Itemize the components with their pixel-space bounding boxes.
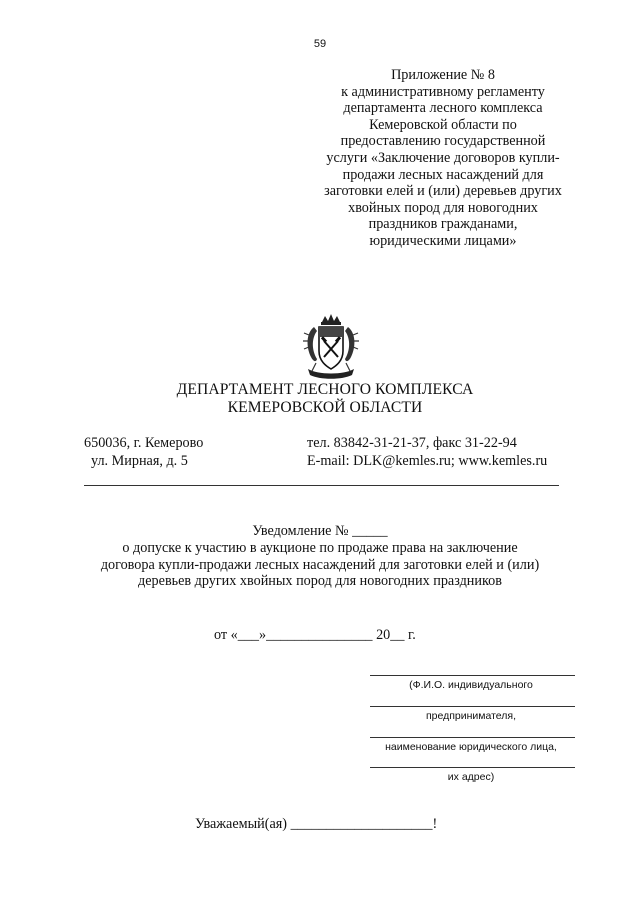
appendix-line: заготовки елей и (или) деревьев других <box>324 183 562 200</box>
notice-line: о допуске к участию в аукционе по продаже права на заключение <box>122 539 518 556</box>
appendix-block <box>306 67 580 250</box>
recipient-line: наименование юридического лица, <box>385 741 557 753</box>
notice-line: договора купли-продажи лесных насаждений для заготовки елей и (или) <box>100 556 540 573</box>
recipient-underline <box>370 675 575 676</box>
appendix-line: праздников гражданами, <box>368 216 518 233</box>
notice-block <box>80 523 560 590</box>
postal-address: 650036, г. Кемерово <box>84 435 204 451</box>
recipient-line: (Ф.И.О. индивидуального <box>409 679 533 691</box>
recipient-line: предпринимателя, <box>425 710 517 722</box>
appendix-line: к административному регламенту <box>341 83 545 100</box>
phone-fax: тел. 83842-31-21-37, факс 31-22-94 <box>307 435 517 451</box>
email-website: E-mail: DLK@kemles.ru; www.kemles.ru <box>307 453 548 469</box>
appendix-line: юридическими лицами» <box>369 232 517 249</box>
department-line: ДЕПАРТАМЕНТ ЛЕСНОГО КОМПЛЕКСА <box>176 381 474 398</box>
appendix-line: услуги «Заключение договоров купли- <box>326 149 560 166</box>
appendix-line: Кемеровской области по <box>369 116 517 133</box>
department-name <box>150 381 500 417</box>
contacts-block <box>307 434 547 470</box>
recipient-line: их адрес) <box>447 771 495 783</box>
recipient-underline <box>370 767 575 768</box>
address-block <box>84 434 203 470</box>
recipient-underline <box>370 706 575 707</box>
page-number: 59 <box>313 38 327 50</box>
notice-line: деревьев других хвойных пород для новогодних праздников <box>138 573 502 590</box>
notice-title: Уведомление № _____ <box>252 523 388 539</box>
header-divider <box>84 485 559 486</box>
street-address: ул. Мирная, д. 5 <box>91 453 188 469</box>
coat-of-arms-icon <box>300 313 362 383</box>
recipient-underline <box>370 737 575 738</box>
department-line: КЕМЕРОВСКОЙ ОБЛАСТИ <box>227 399 423 416</box>
appendix-line: департамента лесного комплекса <box>343 100 543 117</box>
appendix-line: хвойных пород для новогодних <box>348 199 538 216</box>
greeting: Уважаемый(ая) ____________________! <box>195 816 438 832</box>
appendix-line: предоставлению государственной <box>340 133 546 150</box>
appendix-line: Приложение № 8 <box>391 67 495 83</box>
date-line: от «___»_______________ 20__ г. <box>214 627 416 643</box>
appendix-line: продажи лесных насаждений для <box>342 166 544 183</box>
